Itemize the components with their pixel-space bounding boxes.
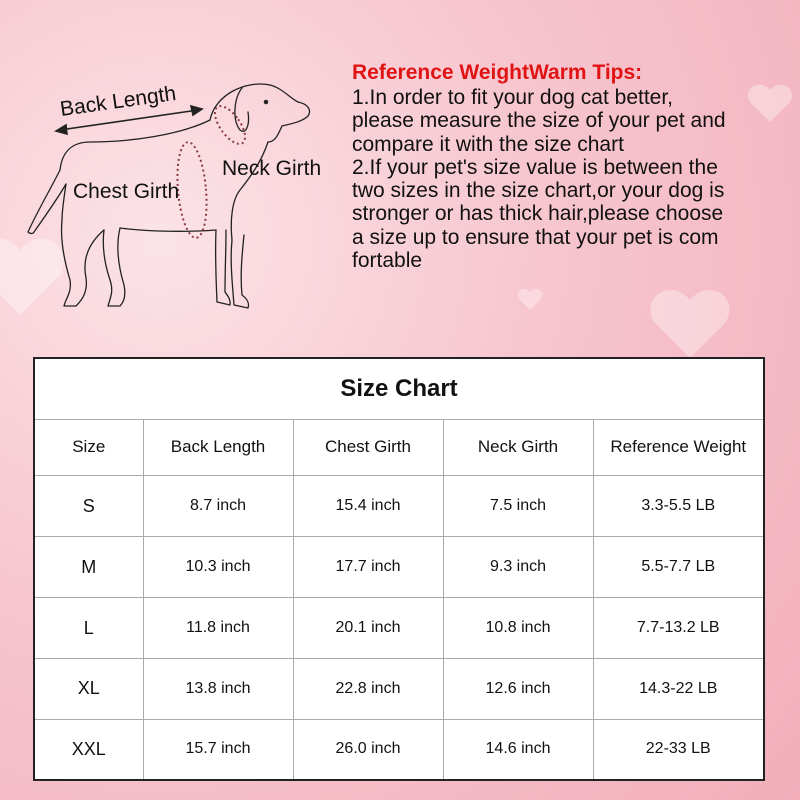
tips-line: stronger or has thick hair,please choose (352, 202, 724, 226)
cell-neck-girth: 9.3 inch (443, 537, 593, 598)
header-size: Size (35, 419, 143, 476)
table-row (35, 598, 763, 659)
cell-back-length: 11.8 inch (143, 598, 293, 659)
tips-line: fortable (352, 249, 423, 273)
cell-size: S (35, 476, 143, 537)
table-header-row (35, 419, 763, 476)
cell-neck-girth: 14.6 inch (443, 719, 593, 779)
cell-neck-girth: 12.6 inch (443, 659, 593, 720)
chest-girth-label: Chest Girth (73, 180, 180, 203)
cell-reference-weight: 14.3-22 LB (593, 659, 763, 720)
size-chart-title: Size Chart (35, 359, 763, 420)
cell-back-length: 8.7 inch (143, 476, 293, 537)
header-neck-girth: Neck Girth (443, 419, 593, 476)
cell-back-length: 15.7 inch (143, 719, 293, 779)
header-reference-weight: Reference Weight (593, 419, 763, 476)
header-back-length: Back Length (143, 419, 293, 476)
tips-line: two sizes in the size chart,or your dog is (352, 179, 725, 203)
cell-reference-weight: 3.3-5.5 LB (593, 476, 763, 537)
tips-line: 2.If your pet's size value is between the (352, 155, 718, 179)
table-row (35, 537, 763, 598)
cell-neck-girth: 10.8 inch (443, 598, 593, 659)
tips-line: 1.In order to fit your dog cat better, (352, 86, 674, 109)
cell-back-length: 13.8 inch (143, 659, 293, 720)
tips-line: compare it with the size chart (352, 132, 624, 156)
cell-size: XXL (35, 719, 143, 779)
cell-chest-girth: 22.8 inch (293, 659, 443, 720)
table-row (35, 476, 763, 537)
cell-neck-girth: 7.5 inch (443, 476, 593, 537)
cell-reference-weight: 7.7-13.2 LB (593, 598, 763, 659)
header-chest-girth: Chest Girth (293, 419, 443, 476)
cell-reference-weight: 22-33 LB (593, 719, 763, 779)
cell-chest-girth: 17.7 inch (293, 537, 443, 598)
tips-line: a size up to ensure that your pet is com (352, 225, 719, 249)
size-table (35, 419, 763, 779)
cell-chest-girth: 20.1 inch (293, 598, 443, 659)
cell-back-length: 10.3 inch (143, 537, 293, 598)
cell-size: L (35, 598, 143, 659)
cell-reference-weight: 5.5-7.7 LB (593, 537, 763, 598)
cell-size: M (35, 537, 143, 598)
table-row (35, 659, 763, 720)
dog-measurement-diagram (20, 80, 350, 320)
tips-line: please measure the size of your pet and (352, 109, 726, 133)
neck-girth-label: Neck Girth (222, 157, 322, 180)
size-chart (33, 357, 765, 781)
back-length-label: Back Length (58, 81, 178, 122)
cell-chest-girth: 15.4 inch (293, 476, 443, 537)
cell-chest-girth: 26.0 inch (293, 719, 443, 779)
tips-title: Reference WeightWarm Tips: (352, 61, 643, 84)
table-row (35, 719, 763, 779)
reference-tips (352, 60, 792, 272)
cell-size: XL (35, 659, 143, 720)
